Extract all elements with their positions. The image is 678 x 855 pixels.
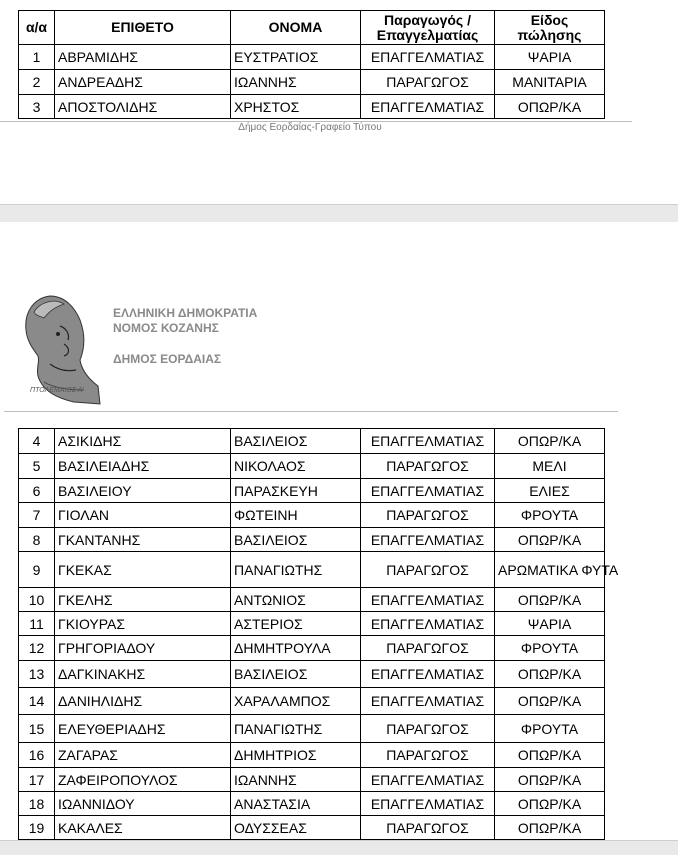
table-header-row [19, 11, 605, 45]
table-row [19, 479, 605, 503]
cell-type: ΕΠΑΓΓΕΛΜΑΤΙΑΣ [361, 661, 495, 688]
cell-num: 19 [19, 816, 55, 840]
table-row [19, 612, 605, 636]
cell-name: ΧΡΗΣΤΟΣ [231, 95, 361, 119]
cell-surname: ΑΣΙΚΙΔΗΣ [55, 429, 231, 454]
cell-name: ΟΔΥΣΣΕΑΣ [231, 816, 361, 840]
table-row [19, 503, 605, 528]
cell-type: ΠΑΡΑΓΩΓΟΣ [361, 70, 495, 95]
cell-num: 12 [19, 636, 55, 661]
cell-surname: ΙΩΑΝΝΙΔΟΥ [55, 792, 231, 816]
cell-name: ΑΝΑΣΤΑΣΙΑ [231, 792, 361, 816]
cell-product: ΟΠΩΡ/ΚΑ [495, 95, 605, 119]
table-row [19, 70, 605, 95]
cell-name: ΝΙΚΟΛΑΟΣ [231, 454, 361, 479]
cell-product: ΟΠΩΡ/ΚΑ [495, 768, 605, 792]
cell-type: ΕΠΑΓΓΕΛΜΑΤΙΑΣ [361, 768, 495, 792]
cell-product: ΨΑΡΙΑ [495, 612, 605, 636]
cell-type: ΕΠΑΓΓΕΛΜΑΤΙΑΣ [361, 588, 495, 612]
cell-type: ΠΑΡΑΓΩΓΟΣ [361, 743, 495, 768]
letterhead-line-2: ΝΟΜΟΣ ΚΟΖΑΝΗΣ [113, 321, 219, 335]
cell-surname: ΒΑΣΙΛΕΙΑΔΗΣ [55, 454, 231, 479]
cell-type: ΠΑΡΑΓΩΓΟΣ [361, 552, 495, 588]
cell-surname: ΓΙΟΛΑΝ [55, 503, 231, 528]
cell-product: ΟΠΩΡ/ΚΑ [495, 588, 605, 612]
cell-surname: ΓΚΕΚΑΣ [55, 552, 231, 588]
cell-product: ΟΠΩΡ/ΚΑ [495, 743, 605, 768]
cell-type: ΕΠΑΓΓΕΛΜΑΤΙΑΣ [361, 688, 495, 715]
cell-num: 3 [19, 95, 55, 119]
cell-type: ΠΑΡΑΓΩΓΟΣ [361, 503, 495, 528]
cell-product: ΜΑΝΙΤΑΡΙΑ [495, 70, 605, 95]
cell-num: 16 [19, 743, 55, 768]
cell-type: ΕΠΑΓΓΕΛΜΑΤΙΑΣ [361, 528, 495, 552]
letterhead-line-3: ΔΗΜΟΣ ΕΟΡΔΑΙΑΣ [113, 352, 222, 366]
cell-product: ΨΑΡΙΑ [495, 45, 605, 70]
header-product: Είδος πώλησης [495, 11, 605, 45]
vendors-table-top [18, 10, 605, 119]
cell-type: ΠΑΡΑΓΩΓΟΣ [361, 715, 495, 743]
cell-type: ΠΑΡΑΓΩΓΟΣ [361, 816, 495, 840]
cell-num: 7 [19, 503, 55, 528]
header-type: Παραγωγός /Επαγγελματίας [361, 11, 495, 45]
cell-surname: ΓΚΙΟΥΡΑΣ [55, 612, 231, 636]
cell-surname: ΔΑΝΙΗΛΙΔΗΣ [55, 688, 231, 715]
cell-type: ΠΑΡΑΓΩΓΟΣ [361, 454, 495, 479]
cell-name: ΧΑΡΑΛΑΜΠΟΣ [231, 688, 361, 715]
cell-name: ΦΩΤΕΙΝΗ [231, 503, 361, 528]
cell-surname: ΓΡΗΓΟΡΙΑΔΟΥ [55, 636, 231, 661]
table-row [19, 454, 605, 479]
cell-surname: ΕΛΕΥΘΕΡΙΑΔΗΣ [55, 715, 231, 743]
page-separator [0, 204, 678, 224]
header-surname: ΕΠΙΘΕΤΟ [55, 11, 231, 45]
cell-type: ΠΑΡΑΓΩΓΟΣ [361, 636, 495, 661]
cell-num: 4 [19, 429, 55, 454]
cell-name: ΠΑΝΑΓΙΩΤΗΣ [231, 552, 361, 588]
table-row [19, 552, 605, 588]
cell-surname: ΓΚΑΝΤΑΝΗΣ [55, 528, 231, 552]
table-row [19, 588, 605, 612]
cell-type: ΕΠΑΓΓΕΛΜΑΤΙΑΣ [361, 792, 495, 816]
cell-name: ΕΥΣΤΡΑΤΙΟΣ [231, 45, 361, 70]
cell-surname: ΖΑΦΕΙΡΟΠΟΥΛΟΣ [55, 768, 231, 792]
cell-product: ΜΕΛΙ [495, 454, 605, 479]
emblem-caption: ΠΤΟΛΕΜΑΙΟΣ Α' [30, 387, 84, 394]
cell-num: 2 [19, 70, 55, 95]
table-row [19, 792, 605, 816]
cell-product: ΟΠΩΡ/ΚΑ [495, 661, 605, 688]
cell-product: ΕΛΙΕΣ [495, 479, 605, 503]
document-page-top [0, 0, 678, 204]
cell-product: ΟΠΩΡ/ΚΑ [495, 792, 605, 816]
cell-num: 5 [19, 454, 55, 479]
cell-surname: ΑΠΟΣΤΟΛΙΔΗΣ [55, 95, 231, 119]
cell-product: ΟΠΩΡ/ΚΑ [495, 688, 605, 715]
table-row [19, 816, 605, 840]
letterhead-divider [4, 411, 618, 412]
cell-num: 1 [19, 45, 55, 70]
table-row [19, 528, 605, 552]
cell-type: ΕΠΑΓΓΕΛΜΑΤΙΑΣ [361, 95, 495, 119]
cell-product: ΑΡΩΜΑΤΙΚΑ ΦΥΤΑ [495, 552, 605, 588]
cell-surname: ΚΑΚΑΛΕΣ [55, 816, 231, 840]
cell-name: ΒΑΣΙΛΕΙΟΣ [231, 661, 361, 688]
cell-name: ΙΩΑΝΝΗΣ [231, 70, 361, 95]
cell-product: ΦΡΟΥΤΑ [495, 503, 605, 528]
cell-surname: ΑΝΔΡΕΑΔΗΣ [55, 70, 231, 95]
table-row [19, 45, 605, 70]
cell-num: 9 [19, 552, 55, 588]
cell-surname: ΔΑΓΚΙΝΑΚΗΣ [55, 661, 231, 688]
header-num: α/α [19, 11, 55, 45]
cell-num: 18 [19, 792, 55, 816]
cell-num: 15 [19, 715, 55, 743]
table-row [19, 743, 605, 768]
cell-name: ΠΑΡΑΣΚΕΥΗ [231, 479, 361, 503]
cell-type: ΕΠΑΓΓΕΛΜΑΤΙΑΣ [361, 479, 495, 503]
letterhead-line-1: ΕΛΛΗΝΙΚΗ ΔΗΜΟΚΡΑΤΙΑ [113, 306, 258, 320]
cell-name: ΔΗΜΗΤΡΟΥΛΑ [231, 636, 361, 661]
cell-num: 13 [19, 661, 55, 688]
vendors-table-bottom [18, 428, 619, 840]
footer-note: Δήμος Εορδαίας-Γραφείο Τύπου [238, 122, 382, 133]
cell-num: 17 [19, 768, 55, 792]
cell-num: 10 [19, 588, 55, 612]
cell-num: 11 [19, 612, 55, 636]
cell-product: ΦΡΟΥΤΑ [495, 636, 605, 661]
table-row [19, 636, 605, 661]
table-row [19, 715, 605, 743]
cell-product: ΦΡΟΥΤΑ [495, 715, 605, 743]
table-row [19, 661, 605, 688]
table-row [19, 688, 605, 715]
page-separator-bottom [0, 840, 678, 855]
header-name: ΟΝΟΜΑ [231, 11, 361, 45]
cell-type: ΕΠΑΓΓΕΛΜΑΤΙΑΣ [361, 45, 495, 70]
cell-product: ΟΠΩΡ/ΚΑ [495, 528, 605, 552]
cell-num: 14 [19, 688, 55, 715]
cell-name: ΑΣΤΕΡΙΟΣ [231, 612, 361, 636]
document-page-bottom [0, 222, 678, 844]
cell-name: ΒΑΣΙΛΕΙΟΣ [231, 528, 361, 552]
table-row [19, 768, 605, 792]
cell-surname: ΒΑΣΙΛΕΙΟΥ [55, 479, 231, 503]
cell-name: ΑΝΤΩΝΙΟΣ [231, 588, 361, 612]
cell-num: 8 [19, 528, 55, 552]
table-row [19, 95, 605, 119]
cell-surname: ΑΒΡΑΜΙΔΗΣ [55, 45, 231, 70]
cell-name: ΙΩΑΝΝΗΣ [231, 768, 361, 792]
cell-type: ΕΠΑΓΓΕΛΜΑΤΙΑΣ [361, 612, 495, 636]
cell-name: ΠΑΝΑΓΙΩΤΗΣ [231, 715, 361, 743]
cell-surname: ΓΚΕΛΗΣ [55, 588, 231, 612]
cell-name: ΒΑΣΙΛΕΙΟΣ [231, 429, 361, 454]
cell-type: ΕΠΑΓΓΕΛΜΑΤΙΑΣ [361, 429, 495, 454]
cell-num: 6 [19, 479, 55, 503]
cell-surname: ΖΑΓΑΡΑΣ [55, 743, 231, 768]
cell-product: ΟΠΩΡ/ΚΑ [495, 816, 605, 840]
cell-name: ΔΗΜΗΤΡΙΟΣ [231, 743, 361, 768]
cell-product: ΟΠΩΡ/ΚΑ [495, 429, 605, 454]
table-row [19, 429, 605, 454]
